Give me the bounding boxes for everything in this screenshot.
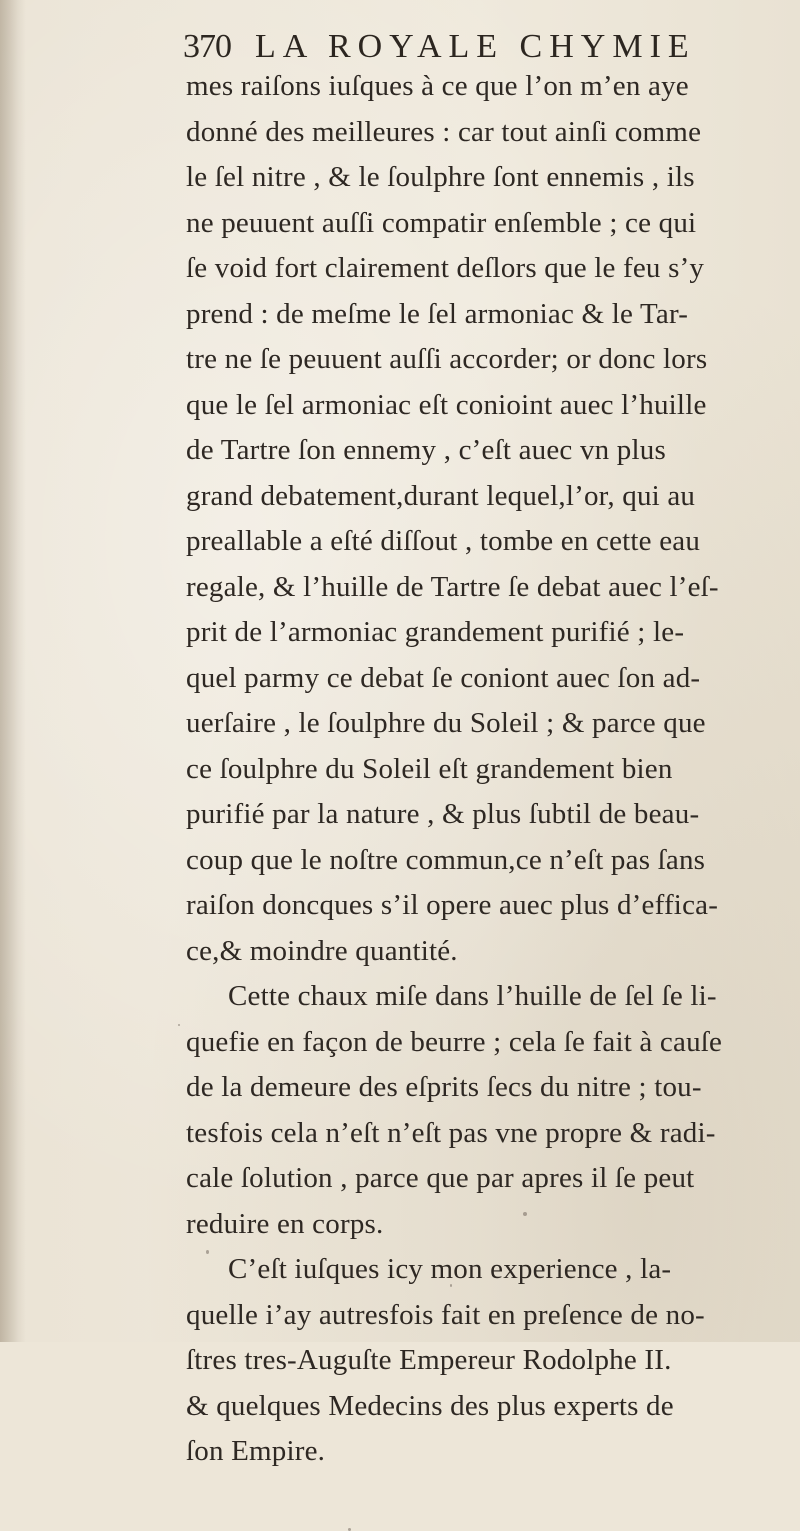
ink-speck	[178, 1024, 180, 1026]
text-line: coup que le noſtre commun,ce n’eſt pas ſans	[186, 843, 706, 876]
running-title: LA ROYALE CHYMIE	[255, 28, 696, 65]
text-line: ſe void fort clairement deſlors que le feu s’y	[186, 252, 705, 284]
text-line: ne peuuent auſſi compatir enſemble ; ce qui	[186, 206, 697, 239]
text-line: ce ſoulphre du Soleil eſt grandement bien	[186, 752, 673, 785]
paragraph-start-line: C’eſt iuſques icy mon experience , la-	[228, 1253, 672, 1285]
text-line: ſtres tres-Auguſte Empereur Rodolphe II.	[186, 1344, 672, 1376]
ink-speck	[523, 1212, 527, 1216]
text-line: donné des meilleures : car tout ainſi comme	[186, 115, 702, 148]
text-line: tesfois cela n’eſt n’eſt pas vne propre & radi-	[186, 1116, 716, 1149]
paragraph-start-line: Cette chaux miſe dans l’huille de ſel ſe li-	[228, 980, 717, 1012]
page-number: 370	[183, 28, 231, 65]
text-line: quelle i’ay autresfois fait en preſence de no-	[186, 1298, 705, 1331]
text-line: tre ne ſe peuuent auſſi accorder; or donc lors	[186, 343, 708, 375]
page-header	[183, 20, 703, 68]
text-line: preallable a eſté diſſout , tombe en cette eau	[186, 525, 701, 557]
text-line: quefie en façon de beurre ; cela ſe fait à cauſe	[186, 1025, 723, 1058]
text-line: & quelques Medecins des plus experts de	[186, 1389, 674, 1422]
text-line: ce,& moindre quantité.	[186, 934, 458, 967]
gutter-shadow	[0, 0, 26, 1342]
text-line: de la demeure des eſprits ſecs du nitre ; tou-	[186, 1071, 702, 1103]
body-text	[186, 64, 798, 1475]
text-line: quel parmy ce debat ſe coniont auec ſon ad-	[186, 661, 701, 694]
text-line: de Tartre ſon ennemy , c’eſt auec vn plus	[186, 434, 666, 466]
text-line: ſon Empire.	[186, 1435, 326, 1467]
text-line: regale, & l’huille de Tartre ſe debat auec l’eſ-	[186, 570, 719, 603]
text-line: purifié par la nature , & plus ſubtil de beau-	[186, 798, 700, 830]
text-line: uerſaire , le ſoulphre du Soleil ; & parce que	[186, 707, 706, 739]
text-line: le ſel nitre , & le ſoulphre ſont ennemis , ils	[186, 161, 695, 193]
text-line: cale ſolution , parce que par apres il ſe peut	[186, 1162, 695, 1194]
text-line: prit de l’armoniac grandement purifié ; le-	[186, 616, 685, 648]
text-line: grand debatement,durant lequel,l’or, qui au	[186, 479, 696, 512]
text-line: raiſon doncques s’il opere auec plus d’efficа-	[186, 889, 719, 921]
ink-speck	[450, 1284, 452, 1287]
text-line: prend : de meſme le ſel armoniac & le Tar-	[186, 297, 689, 330]
text-line: reduire en corps.	[186, 1207, 384, 1240]
text-line: que le ſel armoniac eſt conioint auec l’huille	[186, 388, 707, 421]
ink-speck	[206, 1250, 209, 1254]
text-line: mes raiſons iuſques à ce que l’on m’en aye	[186, 70, 689, 102]
